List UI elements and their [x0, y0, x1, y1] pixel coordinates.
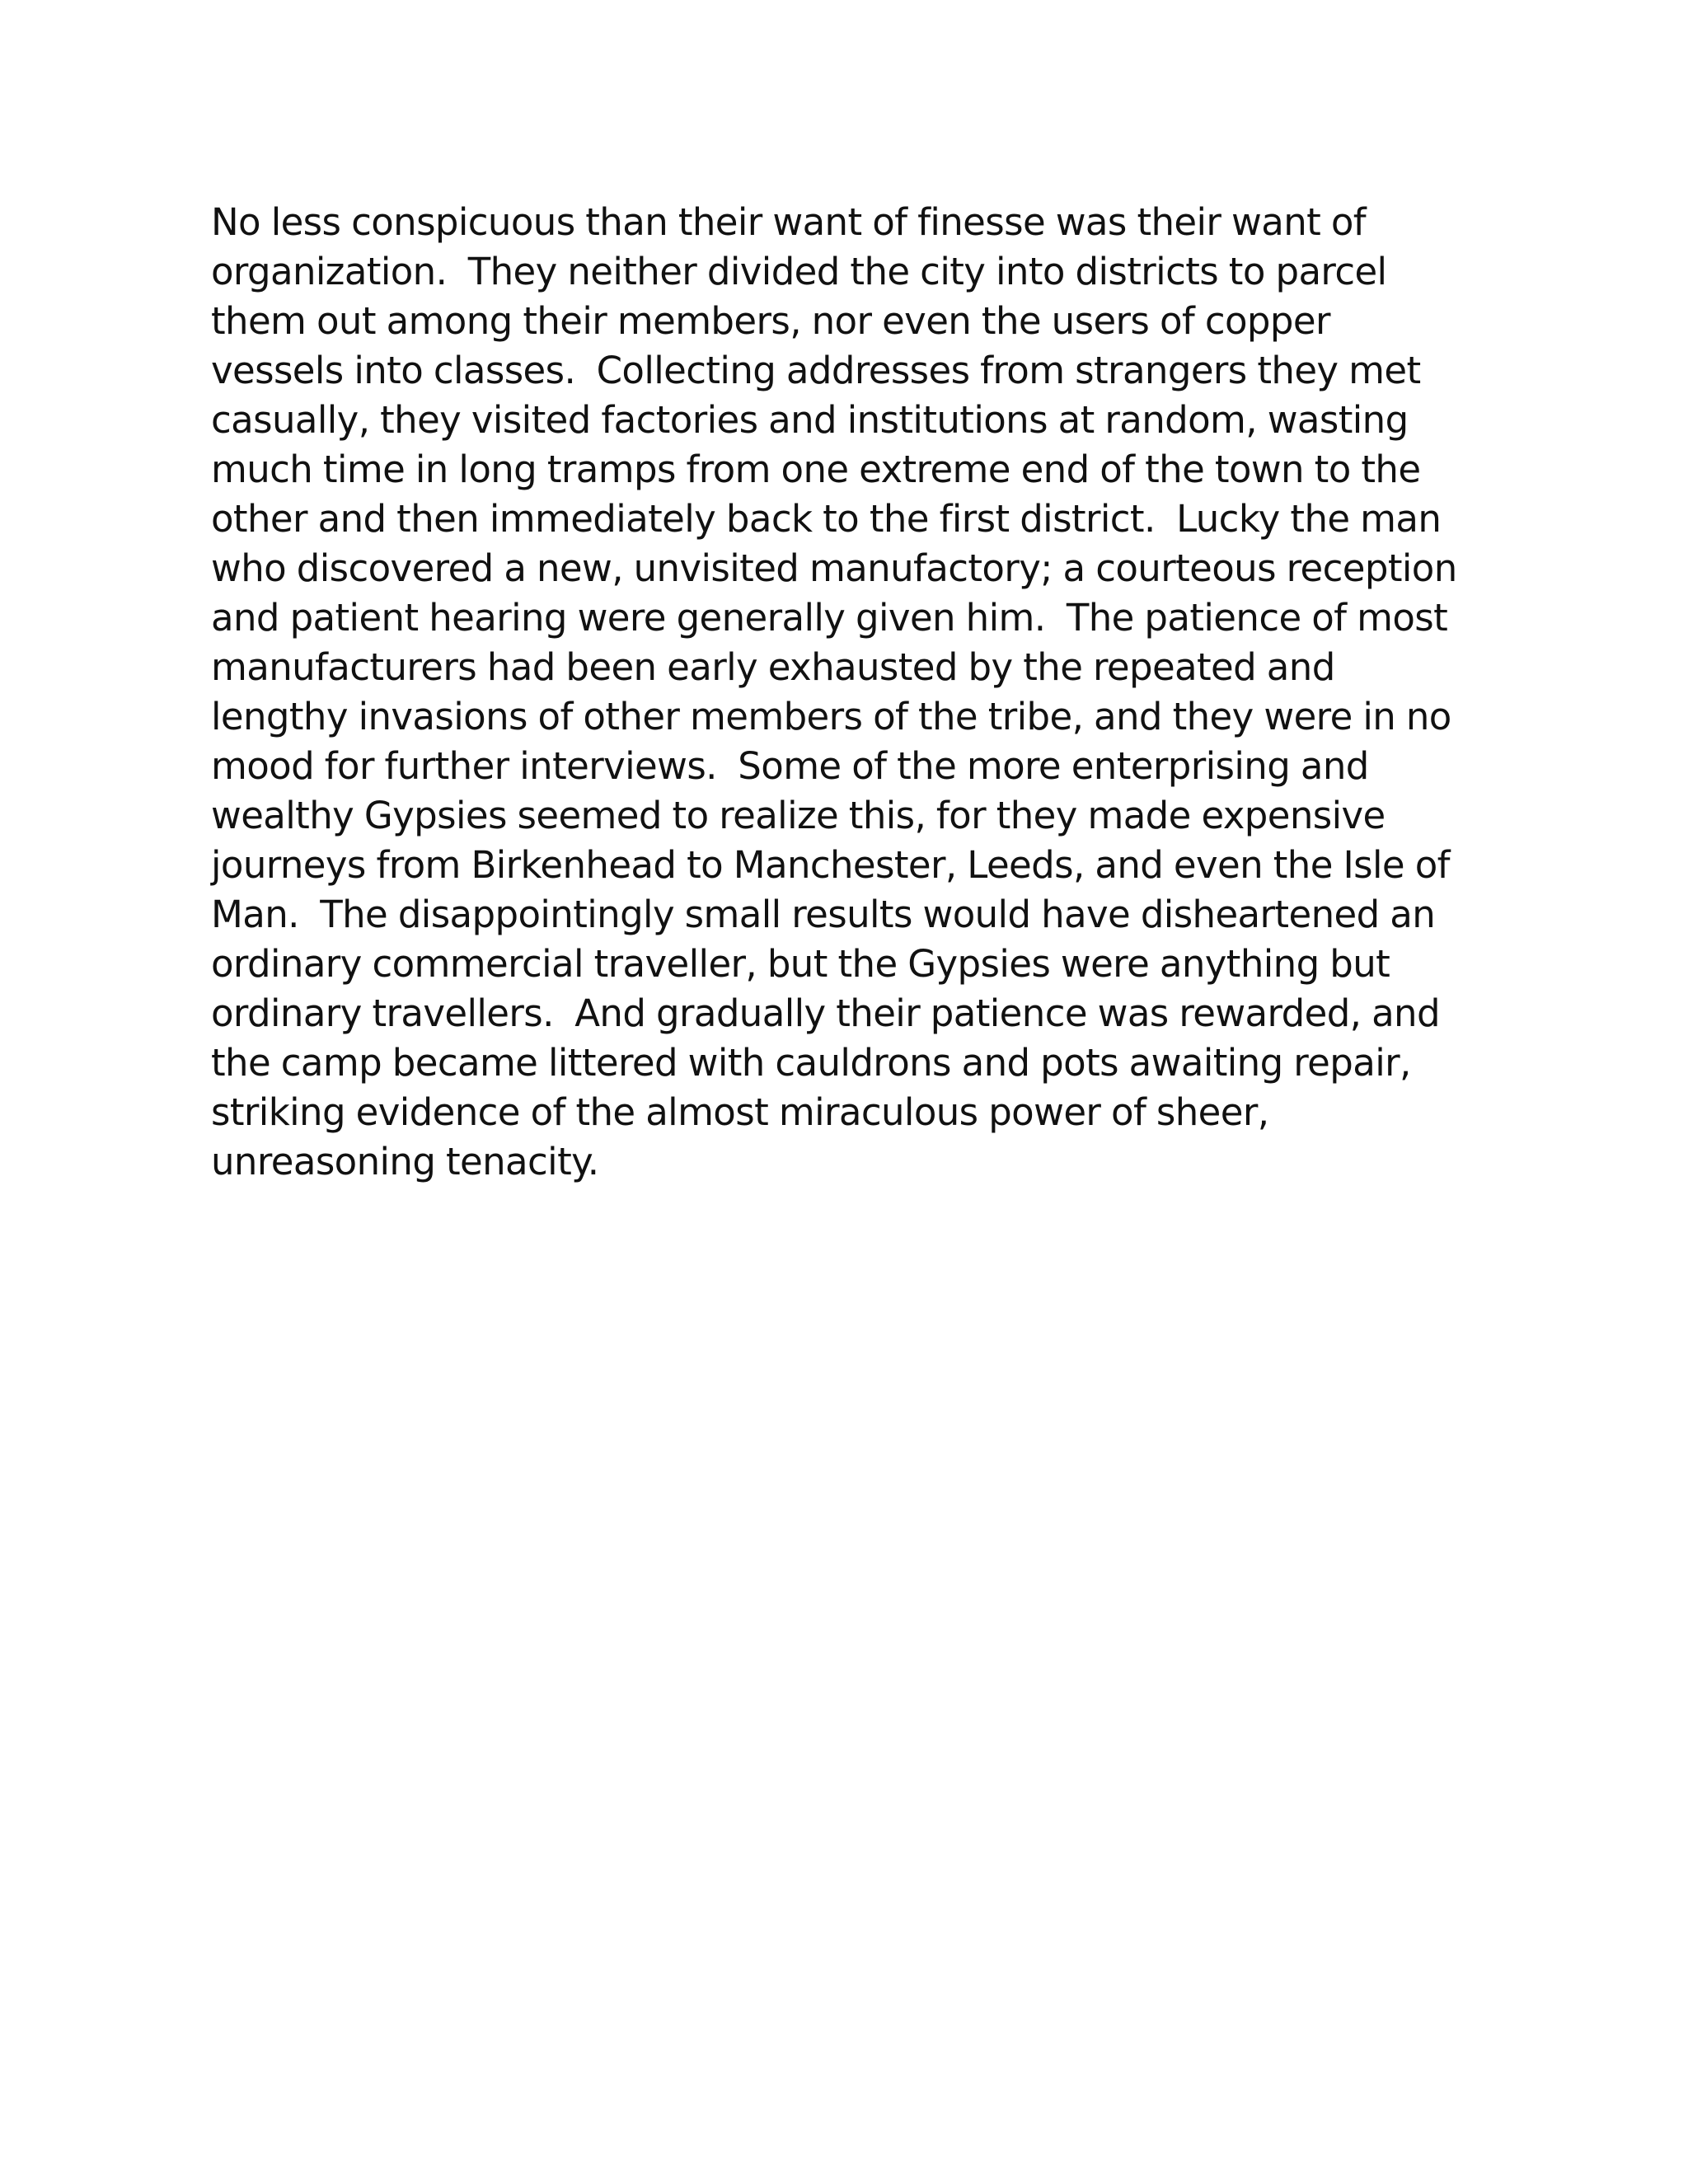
text-line: casually, they visited factories and institutions at random, wasting — [211, 398, 1409, 442]
text-line: mood for further interviews. Some of the more enterprising and — [211, 744, 1369, 788]
text-line: No less conspicuous than their want of finesse was their want of — [211, 200, 1367, 244]
text-line: who discovered a new, unvisited manufactory; a courteous reception — [211, 546, 1457, 590]
paragraph — [211, 198, 1497, 1187]
text-line: organization. They neither divided the city into districts to parcel — [211, 250, 1387, 293]
text-line: wealthy Gypsies seemed to realize this, for they made expensive — [211, 794, 1386, 837]
text-line: lengthy invasions of other members of the tribe, and they were in no — [211, 695, 1451, 738]
text-line: ordinary commercial traveller, but the Gypsies were anything but — [211, 942, 1390, 986]
text-line: striking evidence of the almost miraculous power of sheer, — [211, 1090, 1269, 1134]
text-line: Man. The disappointingly small results would have disheartened an — [211, 893, 1436, 936]
text-line: the camp became littered with cauldrons and pots awaiting repair, — [211, 1041, 1411, 1085]
text-line: vessels into classes. Collecting addresses from strangers they met — [211, 349, 1421, 392]
text-line: journeys from Birkenhead to Manchester, Leeds, and even the Isle of — [211, 843, 1450, 887]
text-line: manufacturers had been early exhausted by the repeated and — [211, 645, 1335, 689]
text-line: unreasoning tenacity. — [211, 1140, 599, 1183]
text-line: other and then immediately back to the first district. Lucky the man — [211, 497, 1442, 541]
text-line: much time in long tramps from one extreme end of the town to the — [211, 448, 1421, 491]
text-line: them out among their members, nor even the users of copper — [211, 299, 1330, 343]
text-line: and patient hearing were generally given him. The patience of most — [211, 596, 1448, 640]
text-line: ordinary travellers. And gradually their patience was rewarded, and — [211, 991, 1440, 1035]
